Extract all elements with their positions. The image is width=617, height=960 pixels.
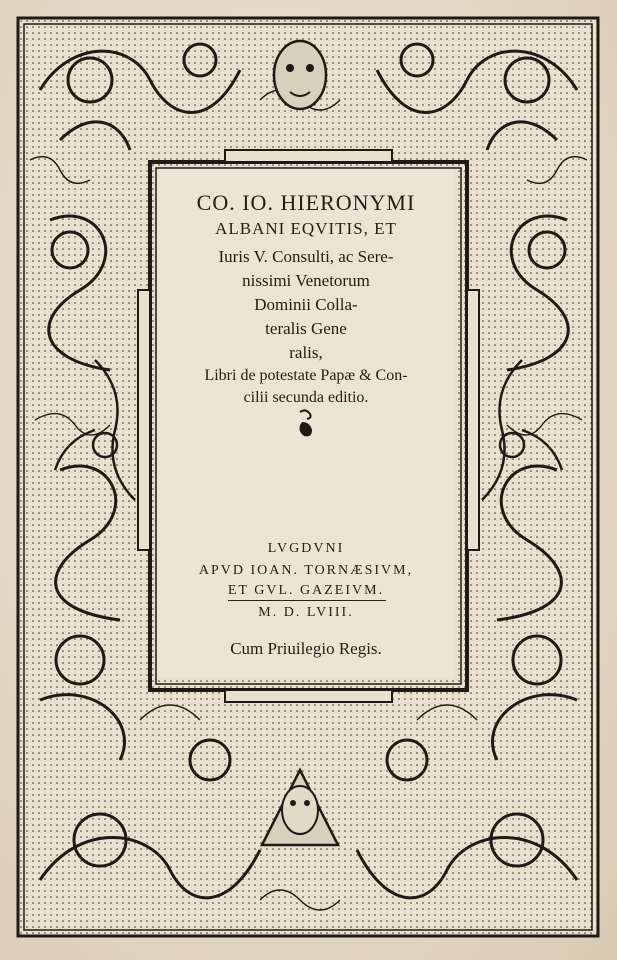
mask-ornament-top: [274, 41, 326, 109]
title-line-1: Libri de potestate Papæ & Con-: [204, 367, 408, 384]
title-text-block: [158, 170, 454, 678]
author-line-6: teralis Gene: [265, 319, 347, 338]
imprint-line-2: ET GVL. GAZEIVM.: [227, 583, 385, 598]
title-line-2: cilii secunda editio.: [243, 389, 369, 406]
imprint-year: M. D. LVIII.: [258, 605, 354, 620]
privilege-line: Cum Priuilegio Regis.: [230, 639, 382, 658]
author-line-1: CO. IO. HIERONYMI: [196, 190, 416, 215]
fleuron-icon: [294, 408, 318, 440]
author-line-4: nissimi Venetorum: [242, 271, 370, 290]
author-line-2: ALBANI EQVITIS, ET: [215, 219, 397, 238]
imprint-rule: [228, 600, 386, 601]
imprint-line-1: APVD IOAN. TORNÆSIVM,: [198, 563, 414, 578]
author-line-5: Dominii Colla-: [254, 295, 358, 314]
author-line-3: Iuris V. Consulti, ac Sere-: [218, 247, 394, 266]
author-line-7: ralis,: [289, 343, 323, 362]
imprint-city: LVGDVNI: [267, 541, 345, 556]
